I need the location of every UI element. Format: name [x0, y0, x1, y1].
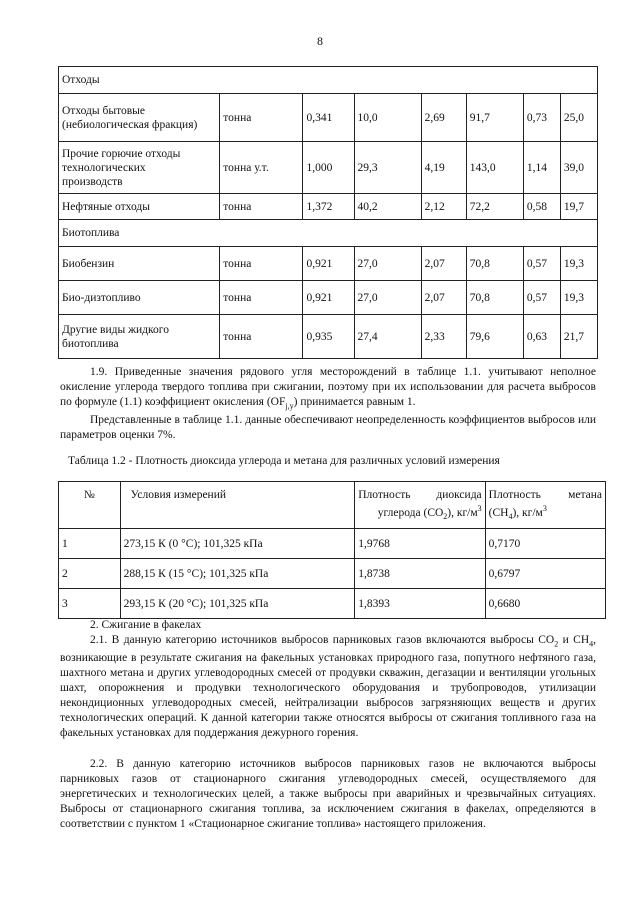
table-row — [59, 94, 598, 142]
co2-density-cell: 1,8393 — [355, 589, 485, 619]
condition-cell: 293,15 К (20 °С); 101,325 кПа — [120, 589, 355, 619]
value-cell: 10,0 — [354, 94, 421, 142]
table-row — [59, 194, 598, 220]
header-co2-density: Плотность диоксида углерода $(CO_2)$, $кг/м^3$ — [355, 482, 485, 529]
value-cell: 0,73 — [523, 94, 560, 142]
value-cell: 143,0 — [466, 142, 523, 194]
row-number: 2 — [59, 559, 121, 589]
value-cell: 19,3 — [560, 247, 597, 281]
value-cell: 2,07 — [421, 281, 466, 315]
table-row — [59, 589, 606, 619]
unit-cell: тонна — [220, 281, 303, 315]
fuel-name: Био-дизтопливо — [59, 281, 220, 315]
value-cell: 70,8 — [466, 247, 523, 281]
table-header-row — [59, 482, 606, 529]
value-cell: 27,0 — [354, 281, 421, 315]
fuel-name: Нефтяные отходы — [59, 194, 220, 220]
section-row — [59, 220, 598, 247]
unit-cell: тонна — [220, 194, 303, 220]
section-row — [59, 67, 598, 94]
value-cell: 2,12 — [421, 194, 466, 220]
value-cell: 79,6 — [466, 315, 523, 359]
value-cell: 0,935 — [303, 315, 354, 359]
header-ch4-density: Плотность метана $(CH_4)$, $кг/м^3$ — [485, 482, 605, 529]
value-cell: 0,921 — [303, 281, 354, 315]
emission-factors-table-continued — [58, 66, 598, 359]
paragraph-2-2: 2.2. В данную категорию источников выбросов парниковых газов не включаются выбросы парниковых газов от стационарного сжигания углеводородных смесей, осуществляемого для энергетических и технологических целей, а также выбросы при аварийных и чрезвычайных ситуациях. Выбросы от стационарного сжигания топлива, за исключением сжигания в факелах, определяются в соответствии с пунктом 1 «Стационарное сжигание топлива» настоящего приложения. — [60, 758, 596, 830]
value-cell: 2,69 — [421, 94, 466, 142]
value-cell: 39,0 — [560, 142, 597, 194]
fuel-name: Отходы бытовые (небиологическая фракция) — [59, 94, 220, 142]
value-cell: 1,000 — [303, 142, 354, 194]
page-number: 8 — [317, 34, 323, 48]
value-cell: 1,372 — [303, 194, 354, 220]
paragraph-1-9: 1.9. Приведенные значения рядового угля месторождений в таблице 1.1. учитывают неполное окисление углерода твердого топлива при сжигании, поэтому при их использовании для расчета выбросов по формуле (1.1) коэффициент окисления $(OF_{j,y})$ принимается равным 1. — [60, 366, 596, 411]
table-row — [59, 281, 598, 315]
value-cell: 4,19 — [421, 142, 466, 194]
table-row — [59, 315, 598, 359]
co2-density-cell: 1,9768 — [355, 529, 485, 559]
value-cell: 0,921 — [303, 247, 354, 281]
unit-cell: тонна — [220, 94, 303, 142]
header-conditions: Условия измерений — [120, 482, 355, 529]
header-no: № — [59, 482, 121, 529]
ch4-density-cell: 0,6680 — [485, 589, 605, 619]
value-cell: 27,4 — [354, 315, 421, 359]
row-number: 3 — [59, 589, 121, 619]
fuel-name: Другие виды жидкого биотоплива — [59, 315, 220, 359]
value-cell: 29,3 — [354, 142, 421, 194]
section-2-title: 2. Сжигание в факелах — [90, 619, 202, 631]
value-cell: 25,0 — [560, 94, 597, 142]
value-cell: 19,7 — [560, 194, 597, 220]
paragraph-uncertainty: Представленные в таблице 1.1. данные обеспечивают неопределенность коэффициентов выбросов или параметров оценки 7%. — [60, 414, 596, 441]
table-caption: Таблица 1.2 - Плотность диоксида углерода и метана для различных условий измерения — [68, 455, 500, 467]
value-cell: 0,341 — [303, 94, 354, 142]
value-cell: 0,57 — [523, 247, 560, 281]
table-row — [59, 559, 606, 589]
value-cell: 1,14 — [523, 142, 560, 194]
condition-cell: 273,15 К (0 °С); 101,325 кПа — [120, 529, 355, 559]
value-cell: 72,2 — [466, 194, 523, 220]
value-cell: 70,8 — [466, 281, 523, 315]
fuel-name: Прочие горючие отходы технологических производств — [59, 142, 220, 194]
section-title: Биотоплива — [59, 220, 598, 247]
value-cell: 2,07 — [421, 247, 466, 281]
value-cell: 2,33 — [421, 315, 466, 359]
value-cell: 21,7 — [560, 315, 597, 359]
fuel-name: Биобензин — [59, 247, 220, 281]
gas-density-table — [58, 481, 606, 619]
value-cell: 0,57 — [523, 281, 560, 315]
value-cell: 0,58 — [523, 194, 560, 220]
table-row — [59, 142, 598, 194]
value-cell: 40,2 — [354, 194, 421, 220]
row-number: 1 — [59, 529, 121, 559]
unit-cell: тонна у.т. — [220, 142, 303, 194]
unit-cell: тонна — [220, 315, 303, 359]
ch4-density-cell: 0,6797 — [485, 559, 605, 589]
co2-density-cell: 1,8738 — [355, 559, 485, 589]
value-cell: 27,0 — [354, 247, 421, 281]
section-title: Отходы — [59, 67, 598, 94]
value-cell: 91,7 — [466, 94, 523, 142]
ch4-density-cell: 0,7170 — [485, 529, 605, 559]
condition-cell: 288,15 К (15 °С); 101,325 кПа — [120, 559, 355, 589]
table-row — [59, 529, 606, 559]
unit-cell: тонна — [220, 247, 303, 281]
paragraph-2-1: 2.1. В данную категорию источников выбросов парниковых газов включаются выбросы $CO_2$ и $CH_4$, возникающие в результате сжигания на факельных установках природного газа, попутного нефтяного газа, шахтного метана и других углеводородных смесей от продувки скважин, дегазации и вентиляции угольных шахт, опорожнения и продувки технологического оборудования и трубопроводов, утилизации некондиционных углеводородных смесей, нейтрализации выбросов загрязняющих веществ и других технологических операций. К данной категории также относятся выбросы от сжигания топливного газа на факельных установках для поддержания дежурного горения. — [60, 634, 596, 740]
table-row — [59, 247, 598, 281]
value-cell: 0,63 — [523, 315, 560, 359]
value-cell: 19,3 — [560, 281, 597, 315]
